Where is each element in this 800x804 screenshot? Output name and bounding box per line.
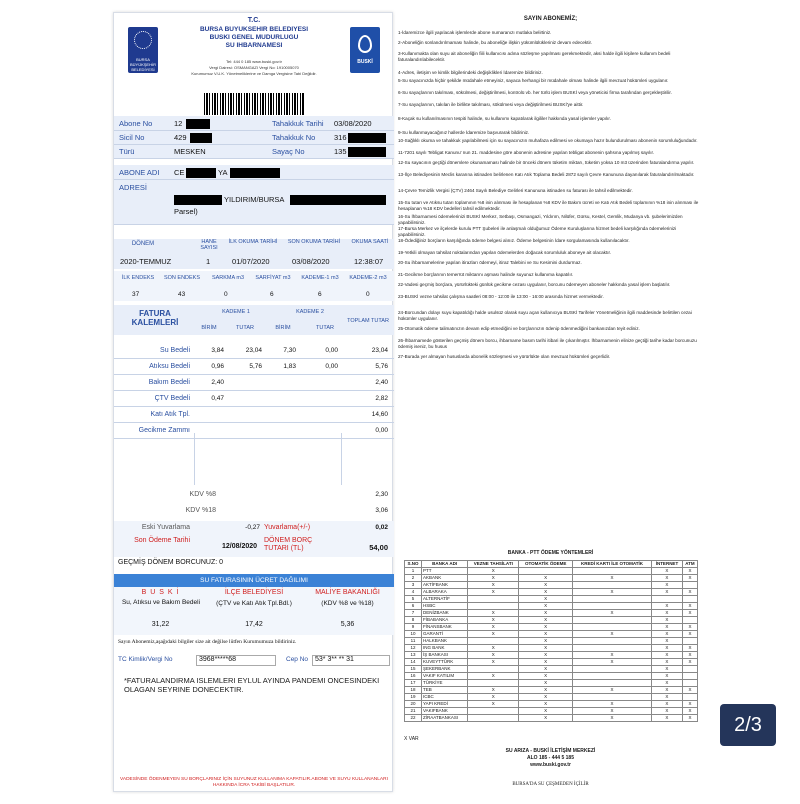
term-item: 25-Otomatik ödeme talimatınızın devam edip etmediğini ve borçlarınızın ödenip ödenmediğini bankanızdan teyit ediniz. [398,326,640,331]
redaction [186,119,210,129]
header-org1: BURSA BUYUKSEHIR BELEDIYESI [199,26,309,33]
stars-icon [134,31,152,49]
term-item: 15-Su tutarı ve Atıksu tutarı toplamının %8 inin alınması ile hesaplanan %8 KDV ile Bakım ücreti ve Katı Atık Bedeli toplamının %18 inin alınması ile hesaplanan %18 KDV bedelleri tahsil edilmektedir. [398,200,699,211]
bank-col-header: İNTERNET [651,561,682,568]
term-item: 13-İlçe Belediyesinin Meclis kararına istinaden belirlenen Katı Atık Toplama Bedeli 2872 sayılı Çevre Kanununa dayanılarak faturalandırılmaktadır. [398,172,695,177]
buski-logo: BUSKİ [350,27,380,73]
row-sicil: Sicil No 429 Tahakkuk No 316 [114,131,394,145]
term-item: 9-Su kullanmayacağınız hallerde İdaremize başvurarak bildiriniz. [398,130,530,135]
bank-row: 19 ICBC X X X [405,694,698,701]
bbb-logo: BURSA BÜYÜKŞEHİR BELEDİYESİ [128,27,158,73]
header-tc: T.C. [247,17,261,24]
bank-row: 10 GARANTİ X X X X X [405,631,698,638]
bank-col-header: S.NO [405,561,422,568]
term-item: 19-Yetkili olmayan tahsilat noktalarından yapılan ödemelerden doğacak sorumluluk aboneye ait olacaktır. [398,250,612,255]
fatura-label: Gecikme Zammı [138,427,190,434]
term-item: 5-Su sayacınızda hiçbir şekilde müdahale etmeyiniz, sayaca herhangi bir müdahale olması halinde ilgili mevzuat hükümleri uygulanır. [398,78,669,83]
bank-col-header: OTOMATİK ÖDEME [519,561,573,568]
term-item: 7-Su sayaçlarının, takılan ile birlikte takılması, sökülmesi veya değiştirilmesi BUSKİ'ye aittir. [398,102,584,107]
bank-col-header: ATM [682,561,697,568]
invoice-left-panel: BURSA BÜYÜKŞEHİR BELEDİYESİ T.C. BURSA BUYUKSEHIR BELEDIYESI BUSKI GENEL MUDURLUGU SU IHBARNAMESI Tel: 444 0 185 www.buski.gov.tr Vergi Dairesi: OSMANGAZI Vergi No: 1910005070 Kurumumuz V.U.K. Yönetmeliklerine ve Damga Vergisine Tabi Değildir. BUSKİ Abone No 12 Tahakkuk Tarihi 03/08/2020 Sicil No 429 Tahakkuk No 316 Türü MESKEN Sayaç No 135 ABONE ADI CE YA ADRESİ YILDIRIM/BURSA Parsel) DÖNEM HANE SAYISI İLK OKUMA TARİHİ SON OKUMA TARİHİ OKUMA SAATİ 2020-TEMMUZ 1 01/07/2020 03/08/2020 12:38:07 İLK ENDEKS SON ENDEKS SARKMA m3 SARFİYAT m3 KADEME-1 m3 KADEME-2 m3 37 43 0 6 6 0 FATURA KALEMLERİ KADEME 1 KADEME 2 TOPLAM TUTAR BİRİM TUTAR BİRİM TUTAR Su Bedeli 3,84 23,04 7,30 0,00 23,04 Atıksu Bedeli 0,96 5,76 1,83 0,00 5,76 Bakım Bedeli 2,40 2,40 ÇTV Bedeli 0,47 2,82 Katı Atık Tpl. 14,60 Gecikme Zammı 0,00 KDV %8 2,30 KDV %18 3,06 Eski Yuvarlama -0,27 Yuvarlama(+/-) 0,02 Son Ödeme Tarihi 12/08/2020 DÖNEM BORÇ TUTARI (TL) 54,00 GEÇMİŞ DÖNEM BORCUNUZ: 0 SU FATURASININ ÜCRET DAĞILIMI B U S K İ İLÇE BELEDİYESİ MALİYE BAKANLIĞI Su, Atıksu ve Bakım Bedeli (ÇTV ve Katı Atık Tpl.Bdl.) (KDV %8 ve %18) 31,22 17,42 5,36 Sayın Abonemiz,aşağıdaki bilgiler size ait değilse lütfen Kurumumuza bildiriniz. TC Kimlik/Vergi No 3968*****68 Cep No 53* 3** ** 31 *FATURALANDIRMA ISLEMLERI EYLUL AYINDA PANDEMI ONCESINDEKI OLAGAN SEYRINE DONECEKTIR. VADESİNDE ÖDENMEYEN SU BORÇLARINIZ İÇİN SUYUNUZ KULLANIMA KAPATILIR.ABONE VE SUYU KULLANANLARI HAKKINDA İCRA TAKİBİ BAŞLATILIR. [113,12,393,792]
gecmis-borc: GEÇMİŞ DÖNEM BORCUNUZ: 0 [118,559,224,566]
fatura-row: Atıksu Bedeli 0,96 5,76 1,83 0,00 5,76 [114,359,394,375]
term-item: 1-İdaremizce ilgili yapılacak işlemlerde abone numaranızı mutlaka belirtiniz. [398,30,552,35]
bank-row: 14 KUVEYTTÜRK X X X X X [405,659,698,666]
invoice-right-panel: SAYIN ABONEMİZ; 1-İdaremizce ilgili yapılacak işlemlerde abone numaranızı mutlaka belirtiniz. 2-Aboneliğin sonlandırılmaması halinde, bu aboneliğe ilişkin yükümlülükleriniz devam edecektir. 3-Kullanımakta olan suyu ait aboneliğin fiili kullanıcısı adına sözleşme yapılması gerekmektedir, aksi halde ilgili kişilere kullanım bedeli faturalandırılabilecektir. 4-Adres, iletişim ve kimlik bilgilerindeki değişiklikleri İdaremize bildiriniz. 5-Su sayacınızda hiçbir şekilde müdahale etmeyiniz, sayaca herhangi bir müdahale olması halinde ilgili mevzuat hükümleri uygulanır. 6-Su sayaçlarının takılması, sökülmesi, değiştirilmesi, kontrolü vb. her türlü işlem BUSKİ veya yöneticisi firma tarafından gerçekleştirilir. 7-Su sayaçlarının, takılan ile birlikte takılması, sökülmesi veya değiştirilmesi BUSKİ'ye aittir. 8-Kaçak su kullanılmasının tespiti halinde, su kullanımı kapatılarak ilgililer hakkında yasal işlemler yapılır. 9-Su kullanmayacağınız hallerde İdaremize başvurarak bildiriniz. 10-Sağlıklı okuma ve tahakkuk yapılabilmesi için su sayacınızın muhafaza edilmesi ve okumaya hazır bulundurulması abonenin sorumluluğundadır. 11-7201 sayılı Tebligat Kanunu' nun 21. maddesine göre abonenin adresine yapılan tebligat abonenin şahsına yapılmış sayılır. 12-Su sayacının geçtiği dönemlere okunamaması halinde bir önceki dönem tüketim miktarı, tüketim yoksa 10 m3 üzerinden faturalandırma yapılır. 13-İlçe Belediyesinin Meclis kararına istinaden belirlenen Katı Atık Toplama Bedeli 2872 sayılı Çevre Kanununa dayanılarak faturalandırılmaktadır. 14-Çevre Temizlik Vergisi (ÇTV) 2464 Sayılı Belediye Gelirleri Kanununa istinaden su faturası ile tahsil edilmektedir. 15-Su tutarı ve Atıksu tutarı toplamının %8 inin alınması ile hesaplanan %8 KDV ile Bakım ücreti ve Katı Atık Bedeli toplamının %18 inin alınması ile hesaplanan %18 KDV bedelleri tahsil edilmektedir. 16-Su İhbarnamesi ödemelerinizi BUSKİ Merkez, Setbaşı, Osmangazi, Yıldırım, Nilüfer, Gürsu, Kestel, Gemlik, Mudanya vb. şubelerimizden yapabilirsiniz. 17-Bursa Merkez ve ilçelerde kurulu PTT Şubeleri ile anlaşmalı olduğumuz Ödeme Kuruluşlarına hizmet bedeli karşılığında ödemelerinizi yapabilirsiniz. 18-Ödediğiniz borçların karşılığında ödeme belgesi alınız. Ödeme belgesinin İdare sorgulamasında kullanılacaktır. 19-Yetkili olmayan tahsilat noktalarından yapılan ödemelerden doğacak sorumluluk aboneye ait olacaktır. 20-Su ihbarnamelerine yapılan itirazları ödemeyi, itiraz Talebini ve Su Kesimini durdurmaz. 21-Gecikme borçlarının temerrüt miktarını aşması halinde suyunuz kullanıma kapatılır. 22-Vadesi geçmiş borçlara, yürürlükteki günlük gecikme cezası uygulanır, borcunu ödemeyen aboneler hakkında yasal işlem başlatılır. 23-BUSKİ vezne tahsilat çalışma saatleri 08:00 - 12:00 ile 13:00 - 16:00 arasında hizmet vermektedir. 24-Borcundan dolayı suyu kapatıldığı halde usulsüz olarak suyu açan kullanıcıya BUSKİ Tarifeler Yönetmeliğinin ilgili maddesinde belirtilen cezai hükümler uygulanır. 25-Otomatik ödeme talimatınızın devam edip etmediğini ve borçlarınızın ödenip ödenmediğini bankanızdan teyit ediniz. 26-İhbarnamede gösterilen geçmiş dönem borcu, ihbarname basım tarihi itibari ile çıkarılmıştır. İhbarnamenin elinize geçtiği tarihe kadar borcunuzu ödemiş iseniz, bu husus 27-Burada yer almayan hususlarda abonelik sözleşmesi ve yürürlükte olan mevzuat hükümleri geçerlidir. BANKA - PTT ÖDEME YÖNTEMLERİ S.NO BANKA ADI VEZNE TAHSİLATI OTOMATİK ÖDEME KREDİ KARTI İLE OTOMATİK İNTERNET ATM 1 PTT X X X 2 AKBANK X X X X X 3 AKTİFBANK X X X 4 ALBARAKA X X X X X 5 ALTERNATİF X 6 HSBC X X X 7 DENİZBANK X X X X X 8 FİBABANKA X X X 9 FİNANSBANK X X X X 10 GARANTİ X X X X X 11 HALKBANK X X 12 ING BANK X X X X 13 İŞ BANKASI X X X X X 14 KUVEYTTÜRK X X X X X 15 ŞEKERBANK X X 16 VAKIF KATILIM X X X 17 TÜRKİYE X X 18 TEB X X X X X 19 ICBC X X X 20 YAPI KREDİ X X X X X 21 VAKIFBANK X X X X 22 ZİRAATBANKASI X X X X X VAR SU ARIZA - BUSKİ İLETİŞİM MERKEZİ ALO 185 - 444 5 185 www.buski.gov.tr BURSA'DA SU ÇEŞMEDEN İÇİLİR [398,12,703,792]
bank-row: 9 FİNANSBANK X X X X [405,624,698,631]
row-adres: ADRESİ YILDIRIM/BURSA Parsel) [114,181,394,225]
term-item: 24-Borcundan dolayı suyu kapatıldığı halde usulsüz olarak suyu açan kullanıcıya BUSKİ Tarifeler Yönetmeliğinin ilgili maddesinde belirtilen cezai hükümler uygulanır. [398,310,692,321]
term-item: 3-Kullanımakta olan suyu ait aboneliğin fiili kullanıcısı adına sözleşme yapılması gerekmektedir, aksi halde ilgili kişilere kullanım bedeli faturalandırılabilecektir. [398,51,671,62]
bank-row: 21 VAKIFBANK X X X X [405,708,698,715]
bank-row: 5 ALTERNATİF X [405,596,698,603]
header-org2: BUSKI GENEL MUDURLUGU [209,34,299,41]
barcode [204,93,304,115]
term-item: 11-7201 sayılı Tebligat Kanunu' nun 21. maddesine göre abonenin adresine yapılan tebligat abonenin şahsına yapılmış sayılır. [398,150,655,155]
fatura-row: Katı Atık Tpl. 14,60 [114,407,394,423]
redaction [348,133,386,143]
header-contact: Tel: 444 0 185 www.buski.gov.tr [226,59,282,64]
redaction [174,195,222,205]
dagilim-title: SU FATURASININ ÜCRET DAĞILIMI [114,574,394,587]
row-turu: Türü MESKEN Sayaç No 135 [114,145,394,159]
header-org3: SU IHBARNAMESI [225,42,283,49]
tc-field: 3968*****68 [196,655,276,666]
bank-title: BANKA - PTT ÖDEME YÖNTEMLERİ [507,550,594,556]
bank-row: 12 ING BANK X X X X [405,645,698,652]
term-item: 26-İhbarnamede gösterilen geçmiş dönem borcu, ihbarname basım tarihi itibari ile çıkarılmıştır. İhbarnamenin elinize geçtiği tarihe kadar borcunuzu ödemiş iseniz, bu husus [398,338,697,349]
term-item: 18-Ödediğiniz borçların karşılığında ödeme belgesi alınız. Ödeme belgesinin İdare sorgulamasında kullanılacaktır. [398,238,630,243]
warning: VADESİNDE ÖDENMEYEN SU BORÇLARINIZ İÇİN SUYUNUZ KULLANIMA KAPATILIR.ABONE VE SUYU KULLANANLARI HAKKINDA İCRA TAKİBİ BAŞLATILIR. [120,777,388,788]
fatura-row: Su Bedeli 3,84 23,04 7,30 0,00 23,04 [114,343,394,359]
water-drop-icon [358,35,372,53]
fatura-label: Su Bedeli [160,347,190,354]
term-item: 4-Adres, iletişim ve kimlik bilgilerindeki değişiklikleri İdaremize bildiriniz. [398,70,543,75]
redaction [230,168,280,178]
bank-row: 2 AKBANK X X X X X [405,575,698,582]
bank-col-header: KREDİ KARTI İLE OTOMATİK [573,561,652,568]
term-item: 10-Sağlıklı okuma ve tahakkuk yapılabilmesi için su sayacınızın muhafaza edilmesi ve okumaya hazır bulundurulması abonenin sorumluluğundadır. [398,138,698,143]
cep-field: 53* 3** ** 31 [312,655,390,666]
bank-row: 18 TEB X X X X X [405,687,698,694]
term-item: 21-Gecikme borçlarının temerrüt miktarını aşması halinde suyunuz kullanıma kapatılır. [398,272,574,277]
bank-row: 20 YAPI KREDİ X X X X X [405,701,698,708]
fatura-row: ÇTV Bedeli 0,47 2,82 [114,391,394,407]
bank-col-header: BANKA ADI [421,561,467,568]
term-item: 8-Kaçak su kullanılmasının tespiti halinde, su kullanımı kapatılarak ilgililer hakkında yasal işlemler yapılır. [398,116,611,121]
redaction [186,168,216,178]
bank-row: 15 ŞEKERBANK X X [405,666,698,673]
term-item: 27-Burada yer almayan hususlarda abonelik sözleşmesi ve yürürlükte olan mevzuat hükümleri geçerlidir. [398,354,611,359]
bank-row: 13 İŞ BANKASI X X X X X [405,652,698,659]
right-title: SAYIN ABONEMİZ; [523,16,578,22]
bank-row: 1 PTT X X X [405,568,698,575]
bank-col-header: VEZNE TAHSİLATI [468,561,519,568]
term-item: 6-Su sayaçlarının takılması, sökülmesi, değiştirilmesi, kontrolü vb. her türlü işlem BUSKİ veya yöneticisi firma tarafından gerçekleştirilir. [398,90,672,95]
bank-row: 8 FİBABANKA X X X [405,617,698,624]
header-tax: Vergi Dairesi: OSMANGAZI Vergi No: 1910005070 [209,65,299,70]
row-abone-adi: ABONE ADI CE YA [114,166,394,180]
pandemic-notice: *FATURALANDIRMA ISLEMLERI EYLUL AYINDA PANDEMI ONCESINDEKI OLAGAN SEYRINE DONECEKTIR. [124,676,380,694]
bank-row: 16 VAKIF KATILIM X X X [405,673,698,680]
bank-row: 3 AKTİFBANK X X X [405,582,698,589]
term-item: 14-Çevre Temizlik Vergisi (ÇTV) 2464 Sayılı Belediye Gelirleri Kanununa istinaden su faturası ile tahsil edilmektedir. [398,188,633,193]
bank-row: 4 ALBARAKA X X X X X [405,589,698,596]
term-item: 16-Su İhbarnamesi ödemelerinizi BUSKİ Merkez, Setbaşı, Osmangazi, Yıldırım, Nilüfer, Gürsu, Kestel, Gemlik, Mudanya vb. şubelerimizden yapabilirsiniz. [398,214,683,225]
term-item: 22-Vadesi geçmiş borçlara, yürürlükteki günlük gecikme cezası uygulanır, borcunu ödemeyen aboneler hakkında yasal işlem başlatılır. [398,282,671,287]
term-item: 12-Su sayacının geçtiği dönemlere okunamaması halinde bir önceki dönem tüketim miktarı, tüketim yoksa 10 m3 üzerinden faturalandırma yapılır. [398,160,695,165]
bank-table [404,560,698,722]
fatura-label: ÇTV Bedeli [154,395,190,402]
term-item: 2-Aboneliğin sonlandırılmaması halinde, bu aboneliğe ilişkin yükümlülükleriniz devam edecektir. [398,40,593,45]
fatura-label: Katı Atık Tpl. [150,411,190,418]
term-item: 20-Su ihbarnamelerine yapılan itirazları ödemeyi, itiraz Talebini ve Su Kesimini durdurmaz. [398,260,582,265]
fatura-row: Gecikme Zammı 0,00 [114,423,394,439]
bank-row: 17 TÜRKİYE X X [405,680,698,687]
fatura-label: Atıksu Bedeli [149,363,190,370]
invoice-header [114,13,394,99]
row-abone: Abone No 12 Tahakkuk Tarihi 03/08/2020 [114,117,394,131]
term-item: 23-BUSKİ vezne tahsilat çalışma saatleri 08:00 - 12:00 ile 13:00 - 16:00 arasında hizmet vermektedir. [398,294,604,299]
header-law: Kurumumuz V.U.K. Yönetmeliklerine ve Damga Vergisine Tabi Değildir. [191,71,317,76]
bank-row: 6 HSBC X X X [405,603,698,610]
bank-row: 7 DENİZBANK X X X X X [405,610,698,617]
page-indicator: 2/3 [720,704,776,746]
term-item: 17-Bursa Merkez ve ilçelerde kurulu PTT Şubeleri ile anlaşmalı olduğumuz Ödeme Kuruluşlarına hizmet bedeli karşılığında ödemelerinizi yapabilirsiniz. [398,226,677,237]
fatura-row: Bakım Bedeli 2,40 2,40 [114,375,394,391]
redaction [290,195,386,205]
bank-row: 22 ZİRAATBANKASI X X X X [405,715,698,722]
bank-row: 11 HALKBANK X X [405,638,698,645]
fatura-label: Bakım Bedeli [148,379,190,386]
redaction [190,133,212,143]
redaction [348,147,386,157]
